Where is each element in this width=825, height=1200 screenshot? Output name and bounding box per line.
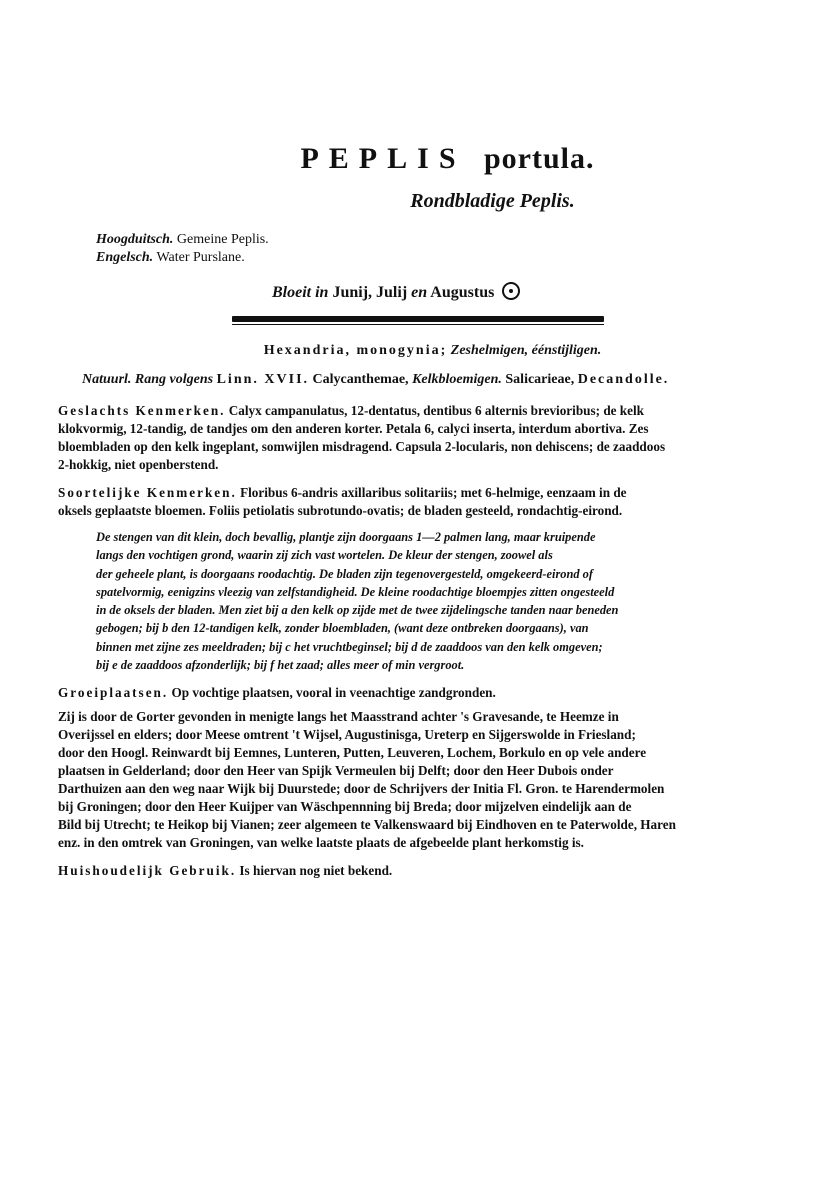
- vernacular-english: [96, 250, 245, 266]
- vernacular-name: Gemeine Peplis.: [176, 232, 269, 247]
- bloom-month-2: Julij: [376, 284, 408, 301]
- annual-symbol-icon: [502, 282, 520, 300]
- title-block: [0, 142, 825, 176]
- text-line: [58, 684, 780, 702]
- flowering-period: [272, 282, 632, 302]
- text-line: [58, 402, 780, 420]
- bloom-month-3: Augustus: [430, 284, 495, 301]
- bloom-month-1: Junij: [332, 284, 369, 301]
- class-latin: Hexandria, monogynia;: [263, 343, 448, 358]
- text-line: Zij is door de Gorter gevonden in menigte langs het Maasstrand achter 's Gravesande, te Heemze in: [58, 709, 619, 724]
- section-heading: Soortelijke Kenmerken.: [58, 485, 237, 500]
- text-line: door den Hoogl. Reinwardt bij Eemnes, Lunteren, Putten, Leuveren, Lochem, Borkulo en op vele andere: [58, 745, 647, 760]
- section-heading: Groeiplaatsen.: [58, 685, 169, 700]
- bloom-prefix: Bloeit in: [272, 284, 329, 301]
- linnaean-class: [0, 343, 825, 359]
- text-line: Darthuizen aan den weg naar Wijk bij Duurstede; door de Schrijvers der Initia Fl. Gron. te Harendermolen: [58, 781, 665, 796]
- text-line: oksels geplaatste bloemen. Foliis petiolatis subrotundo-ovatis; de bladen gesteeld, rondachtig-eirond.: [58, 503, 623, 518]
- description: [96, 528, 780, 674]
- text-line: klokvormig, 12-tandig, de tandjes om den anderen korter. Petala 6, calyci inserta, interdum abortiva. Zes: [58, 421, 649, 436]
- text-span: Op vochtige plaatsen, vooral in veenachtige zandgronden.: [171, 685, 496, 700]
- ornamental-rule: [232, 316, 604, 322]
- text-line: [58, 484, 780, 502]
- text-line: spatelvormig, eenigzins vleezig van zelfstandigheid. De kleine roodachtige bloempjes zitten ongesteeld: [96, 584, 615, 599]
- title-genus: PEPLIS: [300, 142, 466, 175]
- rank-salicarieae: Salicarieae,: [505, 372, 575, 387]
- localities: [58, 708, 780, 852]
- dutch-name: Rondbladige Peplis.: [410, 190, 575, 212]
- text-line: langs den vochtigen grond, waarin zij zich vast wortelen. De kleur der stengen, zoowel als: [96, 548, 553, 563]
- natural-rank: [82, 372, 669, 388]
- household-use: [58, 862, 780, 880]
- text-line: plaatsen in Gelderland; door den Heer van Spijk Vermeulen bij Delft; door den Heer Dubois onder: [58, 763, 614, 778]
- text-line: bij e de zaaddoos afzonderlijk; bij f het zaad; alles meer of min vergroot.: [96, 658, 465, 673]
- rank-linnaeus: Linn. XVII.: [216, 372, 310, 387]
- vernacular-german: [96, 232, 269, 248]
- text-line: Overijssel en elders; door Meese omtrent 't Wijsel, Augustinisga, Ureterp en Sijgerswolde in Friesland;: [58, 727, 636, 742]
- class-dutch: Zeshelmigen, éénstijligen.: [450, 343, 602, 358]
- section-heading: Huishoudelijk Gebruik.: [58, 863, 237, 878]
- text-line: De stengen van dit klein, doch bevallig, plantje zijn doorgaans 1—2 palmen lang, maar kruipende: [96, 530, 596, 544]
- text-line: 2-hokkig, niet openberstend.: [58, 457, 219, 472]
- bloom-conjunction: en: [411, 284, 428, 301]
- text-line: bij Groningen; door den Heer Kuijper van Wäschpennning bij Breda; door mijzelven eindelijk aan de: [58, 799, 632, 814]
- text-line: der geheele plant, is doorgaans roodachtig. De bladen zijn tegenovergesteld, omgekeerd-eirond of: [96, 566, 593, 581]
- habitat: [58, 684, 780, 702]
- vernacular-lang: Engelsch.: [96, 250, 154, 265]
- text-span: Floribus 6-andris axillaribus solitariis; met 6-helmige, eenzaam in de: [240, 485, 627, 500]
- text-line: Bild bij Utrecht; te Heikop bij Vianen; zeer algemeen te Valkenswaard bij Eindhoven en te Paterwolde, Haren: [58, 817, 676, 832]
- rank-prefix: Natuurl. Rang volgens: [82, 372, 214, 387]
- page-title: [70, 142, 825, 176]
- vernacular-lang: Hoogduitsch.: [96, 232, 174, 247]
- section-heading: Geslachts Kenmerken.: [58, 403, 226, 418]
- text-line: gebogen; bij b den 12-tandigen kelk, zonder bloembladen, (want deze ontbreken doorgaans), van: [96, 621, 589, 636]
- text-line: [58, 862, 780, 880]
- genus-characters: [58, 402, 780, 474]
- title-species: portula.: [484, 142, 595, 175]
- rank-calycanthemae: Calycanthemae,: [312, 372, 409, 387]
- rank-kelkbloemigen: Kelkbloemigen.: [412, 372, 502, 387]
- text-line: enz. in den omtrek van Groningen, van welke laatste plaats de afgebeelde plant herkomstig is.: [58, 835, 584, 850]
- text-span: Is hiervan nog niet bekend.: [239, 863, 393, 878]
- text-line: in de oksels der bladen. Men ziet bij a den kelk op zijde met de twee zijdelingsche tanden naar beneden: [96, 603, 619, 618]
- rank-decandolle: Decandolle.: [577, 372, 670, 387]
- vernacular-name: Water Purslane.: [156, 250, 245, 265]
- text-line: binnen met zijne zes meeldraden; bij c het vruchtbeginsel; bij d de zaaddoos van den kelk omgeven;: [96, 639, 603, 654]
- text-span: Calyx campanulatus, 12-dentatus, dentibus 6 alternis brevioribus; de kelk: [228, 403, 644, 418]
- text-line: bloembladen op den kelk ingeplant, somwijlen misdragend. Capsula 2-locularis, non dehiscens; de zaaddoos: [58, 439, 666, 454]
- bloom-separator: ,: [368, 284, 373, 301]
- species-characters: [58, 484, 780, 520]
